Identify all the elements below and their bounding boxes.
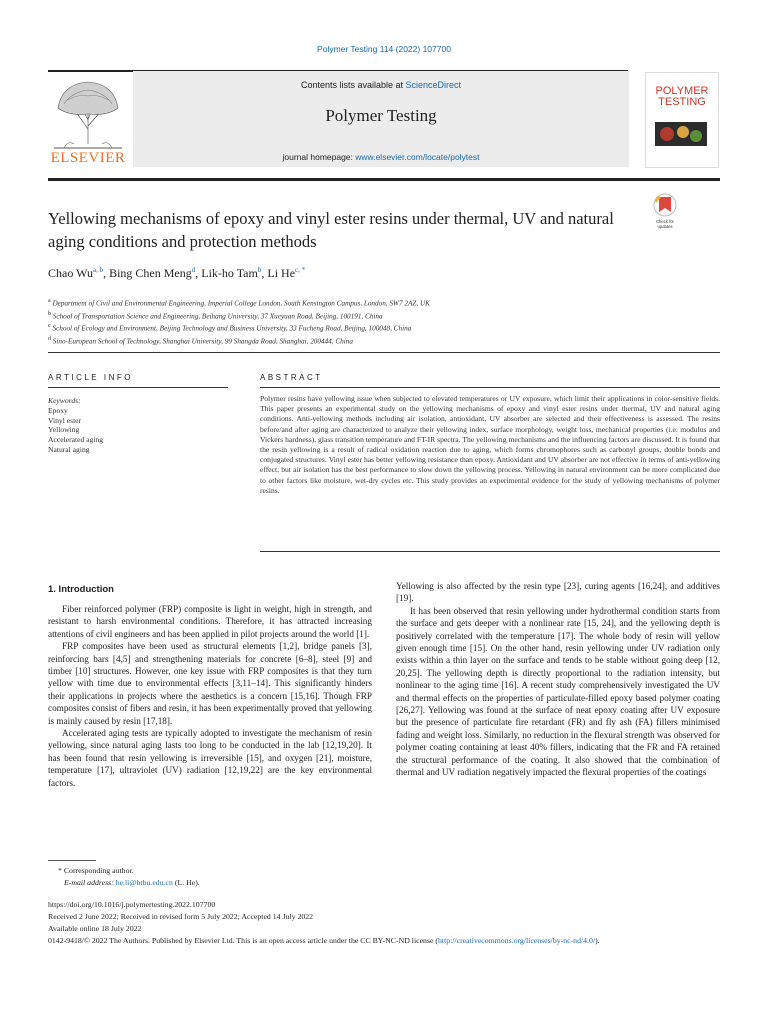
keywords-block (48, 396, 228, 455)
abstract-text: Polymer resins have yellowing issue when subjected to elevated temperatures or UV exposure, which limit their applications in color-sensitive fields. This paper presents an experimental study on the yellowing mechanisms of epoxy and vinyl ester resins under thermal, UV and natural aging conditions. Anti-yellowing methods including air isolation, antioxidant, UV absorber are selected and their effectiveness is assessed. The resins before/and after aging are characterized to analyze their yellowing index, surface morphology, weight loss, mechanical properties (i.e. modulus and Vickers hardness), glass transition temperature and FT-IR spectra. The yellowing mechanisms and the influencing factors are discussed. It is found that the resin yellowing is a result of radical oxidation reaction due to aging, which forms chromophores such as carbonyl groups, double bonds and conjugated structures. Vinyl ester has better yellowing resistance than epoxy. Antioxidant and UV absorber are not effective in terms of anti-yellowing effect, but air isolation has the best performance to slow down the yellowing process. Yellowing in natural environment can be more complicated due to other factors like moisture, wet-dry cycles etc. This study provides an experimental evidence for the study of yellowing mechanisms of polymer resins. (260, 394, 720, 495)
contents-availability: Contents lists available at ScienceDirect (300, 80, 462, 90)
corresponding-author-note: * Corresponding author. (58, 866, 134, 875)
keyword: Yellowing (48, 425, 80, 435)
journal-homepage-link[interactable]: www.elsevier.com/locate/polytest (355, 152, 480, 162)
author-affiliation-marker[interactable]: a, b (92, 266, 104, 274)
email-line: E-mail address: he.li@btbu.edu.cn (L. He). (64, 878, 200, 887)
paragraph: FRP composites have been used as structural elements [1,2], bridge panels [3], reinforcing bars [4,5] and strengthening materials for concrete [6–8], steel [9] and timber [10] structures. However, one key issue with FRP composites is that they turn yellow with time due to environmental effects [3,11–14]. This significantly hinders their applications in projects where the aesthetics is a concern [15,16]. Though FRP composites consist of fibers and resin, it has been experimentally proved that yellowing is mainly caused by resin [17,18]. (48, 641, 372, 726)
journal-cover-title: POLYMER TESTING (655, 85, 709, 108)
email-link[interactable]: he.li@btbu.edu.cn (115, 878, 173, 887)
abstract-heading: ABSTRACT (260, 373, 323, 382)
header-bottom-rule (48, 178, 720, 181)
paragraph: Fiber reinforced polymer (FRP) composite is light in weight, high in strength, and resistant to harsh environmental conditions. Therefore, it has attracted increasing attentions of civil engineers and has been applied in pilot projects around the world [1]. (48, 604, 372, 639)
license-statement: 0142-9418/© 2022 The Authors. Published by Elsevier Ltd. This is an open access article under the CC BY-NC-ND license (http://creativecommons.org/licenses/by-nc-nd/4.0/). (48, 936, 600, 945)
intro-right-column (396, 580, 720, 779)
journal-title: Polymer Testing (325, 106, 437, 125)
author[interactable]: Li He (267, 266, 296, 280)
author-affiliation-marker[interactable]: d (191, 266, 196, 274)
journal-homepage: journal homepage: www.elsevier.com/locate/polytest (282, 152, 480, 162)
journal-reference[interactable]: Polymer Testing 114 (2022) 107700 (317, 44, 451, 54)
author-list: Chao Wu$^{a, b}$, Bing Chen Meng$^d$, Lik-ho Tam$^b$, Li $He^{c, *}$ (48, 266, 306, 280)
affiliation: $^b$ School of Transportation Science and Engineering, Beihang University, 37 Xueyuan Road, Beijing, 100191, China (48, 310, 383, 320)
keyword: Accelerated aging (48, 435, 104, 445)
publisher-wordmark: ELSEVIER (50, 150, 126, 166)
article-title: Yellowing mechanisms of epoxy and vinyl ester resins under thermal, UV and natural aging conditions and protection methods (48, 209, 614, 251)
abstract-bottom-rule (260, 551, 720, 552)
sciencedirect-link[interactable]: ScienceDirect (405, 80, 462, 90)
affiliation: $^c$ School of Ecology and Environment, Beijing Technology and Business University, 33 Fucheng Road, Beijing, 100048, China (48, 323, 412, 333)
affiliation: $^a$ Department of Civil and Environmental Engineering, Imperial College London, South Kensington Campus, London, SW7 2AZ, UK (48, 298, 430, 308)
author-affiliation-marker[interactable]: b (257, 266, 262, 274)
svg-text:updates: updates (657, 224, 673, 229)
available-online: Available online 18 July 2022 (48, 924, 142, 933)
received-dates: Received 2 June 2022; Received in revised form 5 July 2022; Accepted 14 July 2022 (48, 912, 314, 921)
cover-graphic-icon (655, 122, 707, 146)
affiliation: $^d$ Sino-European School of Technology, Shanghai University, 99 Shangda Road, Shanghai, 200444, China (48, 335, 353, 346)
article-info-heading: ARTICLE INFO (48, 373, 133, 382)
author[interactable]: Chao Wu (48, 266, 93, 280)
abstract-rule (260, 387, 720, 388)
doi-link[interactable]: https://doi.org/10.1016/j.polymertesting.2022.107700 (48, 900, 216, 909)
intro-left-column (48, 603, 372, 789)
keyword: Natural aging (48, 444, 90, 454)
keyword: Epoxy (48, 405, 68, 415)
author[interactable]: Lik-ho Tam (201, 266, 258, 280)
affiliations-divider (48, 352, 720, 353)
article-info-rule (48, 387, 228, 388)
introduction-heading: 1. Introduction (48, 584, 114, 595)
paragraph: Yellowing is also affected by the resin type [23], curing agents [16,24], and additives [19]. (396, 581, 720, 604)
author-affiliation-marker[interactable]: c, * (295, 266, 306, 274)
svg-text:Check for: Check for (656, 219, 674, 224)
keyword: Vinyl ester (48, 415, 82, 425)
license-link[interactable]: http://creativecommons.org/licenses/by-nc-nd/4.0/ (438, 936, 596, 945)
keywords-label: Keywords: (48, 396, 81, 405)
paragraph: It has been observed that resin yellowing under hydrothermal condition starts from the surface and gets deeper with a nonlinear rate [15, 24], and the yellowing depth is positively correlated with the temperature [17]. The whole body of resin will yellow given enough time [15]. On the other hand, resin yellowing under UV radiation only exists within a thin layer on the surface and tends to be stable without going deep [12, 20,25]. The yellowing depth is directly proportional to the radiation intensity, but nonlinear to the aging time [16]. A recent study comprehensively investigated the UV and thermal effects on the properties of particulate-filled epoxy based polymer coating [26,27]. Yellowing was found at the surface of neat epoxy coating after UV exposure but the presence of particulate fire retardant (FR) and fly ash (FA) fillers minimised fading and weight loss. Similarly, no reduction in the flexural strength was observed for polymer coating containing at least 40% fillers, indicating that the FR and FA retained the structural performance of the coating. It also showed that the combination of thermal and UV radiation negatively impacted the flexural properties of the coatings (396, 605, 720, 778)
affiliation-list (48, 296, 688, 346)
journal-cover-image (655, 122, 707, 146)
paragraph: Accelerated aging tests are typically adopted to investigate the mechanism of resin yellowing, since natural aging lasts too long to be conducted in the lab [12,19,20]. It has been found that resin yellowing is irreversible [15], and oxygen [21], moisture, temperature [17], ultraviolet (UV) radiation [12,19,22] are the key environmental factors. (48, 728, 372, 788)
author[interactable]: Bing Chen Meng (109, 266, 192, 280)
check-for-updates-icon[interactable] (648, 192, 682, 232)
footnote-rule (48, 860, 96, 861)
